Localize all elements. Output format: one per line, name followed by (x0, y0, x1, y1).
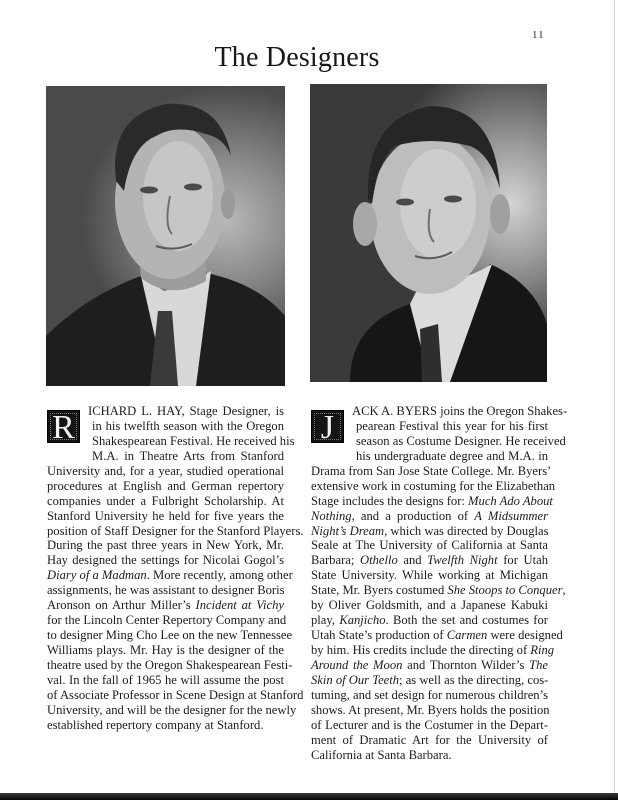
text-line (47, 583, 284, 598)
text-run: ; as well as the directing, cos- (399, 672, 549, 687)
text-line (311, 553, 548, 568)
text-line (352, 404, 568, 419)
text-line (356, 419, 548, 434)
text-line (47, 643, 284, 658)
text-run: to designer Ming Cho Lee on the new Tennessee (47, 628, 293, 643)
text-line (47, 494, 284, 509)
text-run: assignments, he was assistant to designer Boris (47, 583, 285, 598)
text-run: in his twelfth season with the Oregon (92, 418, 284, 433)
page-title: The Designers (214, 42, 380, 73)
text-line (47, 509, 284, 524)
text-line (47, 718, 284, 733)
text-run: theatre used by the Oregon Shakespearean Festi- (47, 657, 293, 672)
text-run: University, and will be the designer for the newly (47, 702, 297, 717)
italic-title: Skin of Our Teeth (311, 672, 400, 687)
italic-title: A Midsummer (474, 508, 548, 523)
text-line (47, 598, 284, 613)
text-line (311, 538, 548, 553)
text-run: University and, for a year, studied operational (47, 463, 284, 478)
scan-edge-bottom (0, 793, 618, 800)
text-line (311, 509, 548, 524)
text-run: procedures at English and German repertory (47, 478, 284, 493)
text-run: play, (311, 613, 340, 628)
portrait-silhouette-hay (46, 86, 285, 386)
text-line (47, 479, 284, 494)
text-line (311, 583, 566, 598)
text-line (47, 523, 304, 539)
text-run: . Both the set and costumes for (385, 613, 548, 628)
italic-title: Diary of a Madman (47, 568, 147, 583)
text-run: his undergraduate degree and M.A. in (356, 448, 548, 463)
italic-title: Incident at Vichy (195, 598, 284, 613)
italic-title: The (529, 657, 548, 672)
text-line (47, 628, 293, 643)
text-line (92, 419, 284, 434)
text-run: val. In the fall of 1965 he will assume the post (47, 672, 284, 687)
italic-title: Ring (530, 643, 555, 657)
page-number: 11 (532, 29, 545, 41)
text-line (88, 404, 284, 419)
text-run: Hay designed the settings for Nicolai Gogol’s (47, 553, 284, 568)
text-run: , (562, 583, 566, 598)
text-line (92, 433, 295, 449)
bio-byers-text (311, 404, 568, 763)
text-run: , and a production of (351, 508, 475, 523)
italic-title: Much Ado About (468, 493, 553, 508)
text-line (311, 658, 548, 673)
text-line (311, 703, 548, 718)
text-run: of Associate Professor in Scene Design at Stanford (47, 687, 304, 702)
italic-title: Night’s Dream (311, 523, 385, 538)
text-line (47, 568, 293, 583)
drop-cap-r: R (47, 410, 80, 443)
text-line (311, 493, 553, 509)
text-run: Utah State’s production of (311, 628, 447, 643)
bio-richard-hay (47, 404, 304, 733)
text-run: , which was directed by Douglas (384, 523, 549, 538)
text-run: State, Mr. Byers costumed (311, 583, 448, 598)
text-line (47, 613, 287, 628)
text-line (311, 688, 548, 703)
text-line (311, 463, 552, 479)
text-line (92, 449, 284, 464)
text-run: Drama from San Jose State College. Mr. Byers’ (311, 463, 552, 478)
text-line (311, 673, 548, 688)
text-line (356, 449, 548, 464)
text-run: Aronson on Arthur Miller’s (47, 598, 196, 613)
text-line (47, 673, 284, 688)
italic-title: Carmen (446, 628, 488, 643)
text-line (311, 613, 548, 628)
text-line (311, 748, 548, 763)
text-run: and Thornton Wilder’s (402, 657, 530, 672)
text-line (47, 553, 284, 568)
text-run: M.A. in Theatre Arts from Stanford (92, 448, 284, 463)
text-line (311, 478, 556, 494)
text-line (311, 628, 563, 643)
portrait-photo-byers (310, 84, 547, 382)
text-run: Barbara; (311, 553, 360, 568)
text-run: California at Santa Barbara. (311, 747, 452, 762)
text-run: During the past three years in New York, Mr. (47, 538, 284, 553)
text-run: by him. His credits include the directing of (311, 643, 531, 657)
text-run: shows. At present, Mr. Byers holds the position (311, 702, 550, 717)
text-run: by Oliver Goldsmith, and a Japanese Kabuki (311, 598, 548, 613)
text-run: Williams plays. Mr. Hay is the designer of the (47, 643, 284, 657)
text-run: extensive work in costuming for the Elizabethan (311, 478, 556, 493)
text-line (311, 524, 548, 539)
text-run: Shakespearean Festival. He received his (92, 433, 295, 448)
text-run: position of Staff Designer for the Stanford Players. (47, 523, 304, 538)
text-line (47, 538, 284, 553)
text-run: . More recently, among other (146, 568, 293, 583)
text-run: ICHARD L. HAY, Stage Designer, is (88, 404, 284, 418)
text-run: and (397, 553, 428, 568)
text-run: tuming, and set design for numerous children’s (311, 687, 548, 702)
text-run: companies under a Fulbright Scholarship. At (47, 493, 284, 508)
text-line (311, 733, 548, 748)
italic-title: Around the Moon (311, 657, 403, 672)
portrait-photo-hay (46, 86, 285, 386)
italic-title: Kanjicho (339, 613, 386, 628)
text-run: Seale at The University of California at Santa (311, 538, 548, 553)
text-run: ACK A. BYERS joins the Oregon Shakes- (352, 404, 568, 418)
text-line (356, 433, 566, 449)
text-run: for Utah (497, 553, 548, 568)
portrait-silhouette-byers (310, 84, 547, 382)
text-run: of Lecturer and is the Costumer in the Depart- (311, 717, 548, 732)
text-line (311, 598, 548, 613)
italic-title: Othello (359, 553, 398, 568)
italic-title: Nothing (311, 508, 352, 523)
italic-title: She Stoops to Conquer (447, 583, 563, 598)
italic-title: Twelfth Night (427, 553, 498, 568)
text-run: Stage includes the designs for: (311, 493, 469, 508)
text-run: State University. While working at Michigan (311, 568, 548, 583)
text-run: ment of Dramatic Art for the University of (311, 732, 548, 747)
text-line (311, 568, 548, 583)
text-line (47, 657, 293, 673)
bio-hay-text (47, 404, 304, 733)
bio-jack-byers (311, 404, 568, 763)
text-line (311, 643, 555, 658)
text-run: pearean Festival this year for his first (356, 418, 548, 433)
text-run: for the Lincoln Center Repertory Company and (47, 613, 287, 628)
text-run: Stanford University he held for five years the (47, 508, 284, 523)
text-run: established repertory company at Stanford. (47, 717, 264, 732)
text-run: season as Costume Designer. He received (356, 433, 566, 448)
page-edge-right (614, 0, 615, 796)
drop-cap-j: J (311, 410, 344, 443)
text-line (311, 718, 548, 733)
text-line (47, 464, 284, 479)
text-line (47, 687, 304, 703)
text-line (47, 702, 297, 718)
text-run: were designed (487, 628, 563, 643)
